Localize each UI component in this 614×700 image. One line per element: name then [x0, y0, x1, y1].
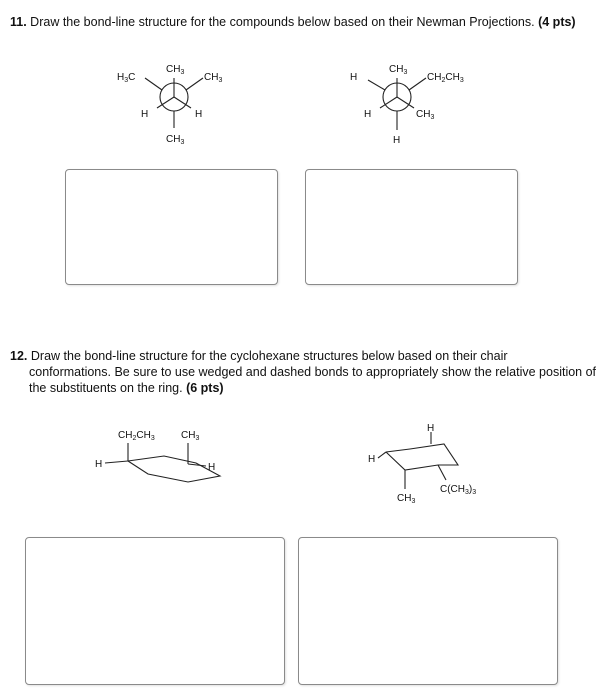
answer-box-12-left[interactable]	[25, 537, 285, 685]
newman-projection-1	[117, 64, 222, 146]
question-12-line-3: the substituents on the ring.	[29, 381, 183, 395]
newman-1-back-left-label: $H_3C$	[117, 72, 136, 84]
question-12-number: 12.	[10, 349, 28, 363]
question-11-text: Draw the bond-line structure for the compounds below based on their Newman Projections.	[30, 15, 535, 29]
newman-2-back-left-label: H	[350, 72, 358, 83]
newman-1-front-left-label: H	[141, 109, 149, 120]
newman-1-back-right-label: $CH_3$	[204, 72, 223, 84]
newman-projection-2	[350, 64, 464, 146]
newman-2-back-bottom-label: H	[393, 135, 401, 146]
newman-2-front-top-label: $CH_3$	[389, 64, 408, 76]
answer-box-11-right[interactable]	[305, 169, 518, 285]
chair-2-right-label: $C(CH_3)_3$	[440, 484, 477, 496]
newman-2-back-right-label: $CH_2CH_3$	[427, 72, 464, 84]
chair-2-top-label: H	[427, 423, 435, 434]
newman-2-front-left-label: H	[364, 109, 372, 120]
chair-conformation-1	[95, 430, 220, 482]
newman-1-front-right-label: H	[195, 109, 203, 120]
newman-2-front-right-label: $CH_3$	[416, 109, 435, 121]
chair-2-left-label: H	[368, 454, 376, 465]
question-12-line-1: Draw the bond-line structure for the cyclohexane structures below based on their chair	[30, 349, 508, 363]
question-12-points: (6 pts)	[186, 381, 224, 395]
chair-2-bottom-label: $CH_3$	[397, 493, 416, 505]
chair-1-right-label: H	[208, 462, 216, 473]
question-11-points: (4 pts)	[538, 15, 576, 29]
chair-conformation-2	[368, 423, 476, 505]
chair-1-top-right-label: $CH_3$	[181, 430, 200, 442]
question-12-line-2: conformations. Be sure to use wedged and dashed bonds to appropriately show the relative position of	[29, 365, 597, 379]
answer-box-12-right[interactable]	[298, 537, 558, 685]
answer-box-11-left[interactable]	[65, 169, 278, 285]
chair-1-top-left-label: $CH_2CH_3$	[118, 430, 155, 442]
question-11-number: 11.	[10, 15, 27, 29]
newman-1-front-top-label: $CH_3$	[166, 64, 185, 76]
question-12-prompt	[10, 348, 610, 396]
newman-1-back-bottom-label: $CH_3$	[166, 134, 185, 146]
chair-1-left-label: H	[95, 459, 103, 470]
